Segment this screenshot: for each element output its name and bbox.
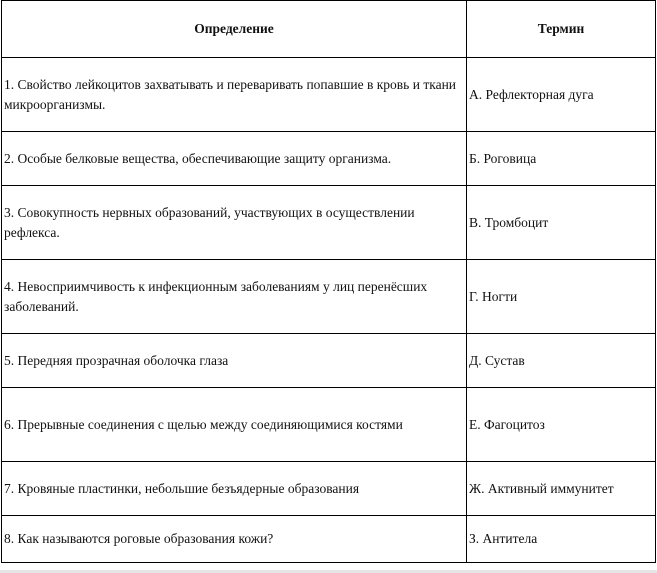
table-row — [2, 132, 656, 186]
table-row — [2, 260, 656, 334]
term-cell: Д. Сустав — [467, 334, 656, 388]
table-row — [2, 186, 656, 260]
definition-cell: 4. Невосприимчивость к инфекционным заболеваниям у лиц перенёсших заболеваний. — [2, 260, 467, 334]
term-cell: Ж. Активный иммунитет — [467, 462, 656, 516]
definition-cell: 2. Особые белковые вещества, обеспечивающие защиту организма. — [2, 132, 467, 186]
table-row — [2, 462, 656, 516]
definition-cell: 7. Кровяные пластинки, небольшие безъядерные образования — [2, 462, 467, 516]
table-row — [2, 58, 656, 132]
header-row — [2, 1, 656, 58]
table-row — [2, 516, 656, 563]
header-definition: Определение — [2, 1, 467, 58]
definition-cell: 1. Свойство лейкоцитов захватывать и переваривать попавшие в кровь и ткани микроорганизмы. — [2, 58, 467, 132]
definition-cell: 8. Как называются роговые образования кожи? — [2, 516, 467, 563]
term-cell: Б. Роговица — [467, 132, 656, 186]
term-cell: Г. Ногти — [467, 260, 656, 334]
definition-cell: 5. Передняя прозрачная оболочка глаза — [2, 334, 467, 388]
definition-cell: 3. Совокупность нервных образований, участвующих в осуществлении рефлекса. — [2, 186, 467, 260]
table-row — [2, 388, 656, 462]
term-cell: З. Антитела — [467, 516, 656, 563]
term-cell: Е. Фагоцитоз — [467, 388, 656, 462]
table-row — [2, 334, 656, 388]
definition-cell: 6. Прерывные соединения с щелью между соединяющимися костями — [2, 388, 467, 462]
term-cell: В. Тромбоцит — [467, 186, 656, 260]
header-term: Термин — [467, 1, 656, 58]
term-cell: А. Рефлекторная дуга — [467, 58, 656, 132]
matching-table — [1, 0, 656, 563]
